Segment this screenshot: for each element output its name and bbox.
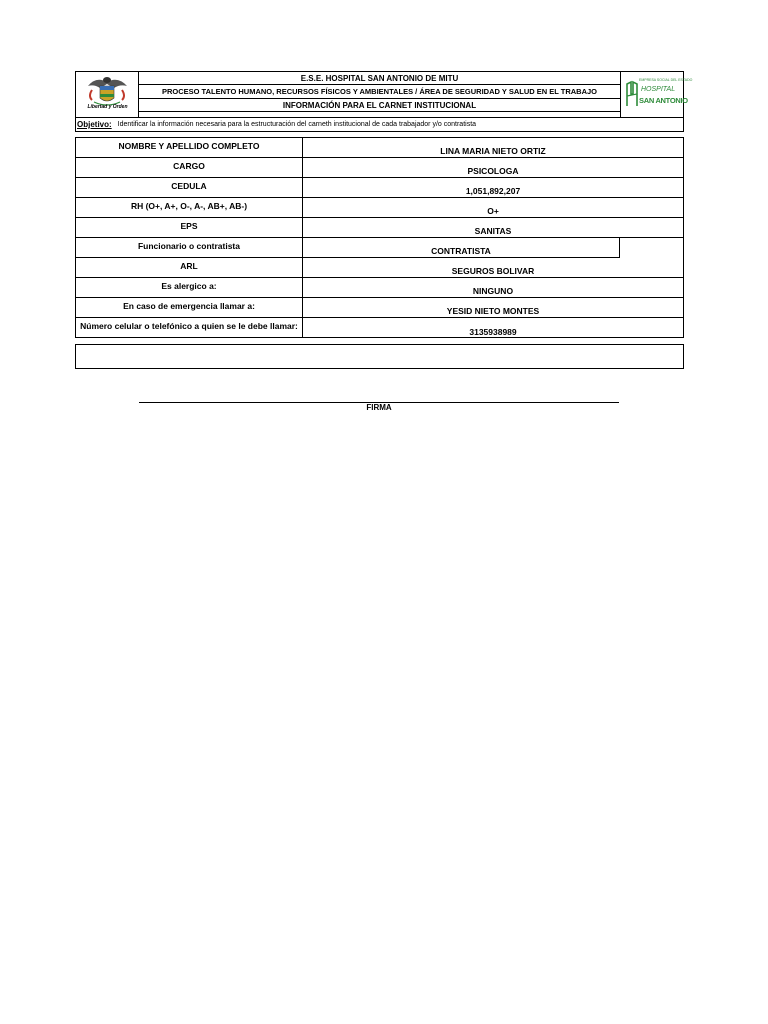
row-value: O+: [303, 198, 683, 218]
row-label: ARL: [76, 258, 303, 278]
row-label: CEDULA: [76, 178, 303, 198]
header-blank-row: [139, 112, 620, 117]
empty-notes-box: [75, 344, 684, 369]
objective-label: Objetivo:: [77, 120, 112, 129]
carnet-subtitle: INFORMACIÓN PARA EL CARNET INSTITUCIONAL: [139, 99, 620, 112]
row-label: NOMBRE Y APELLIDO COMPLETO: [76, 138, 303, 158]
objective-row: [75, 118, 684, 132]
row-value: LINA MARIA NIETO ORTIZ: [303, 138, 683, 158]
hospital-logo-icon: [625, 80, 639, 108]
coat-of-arms-logo: [76, 72, 139, 117]
process-title: PROCESO TALENTO HUMANO, RECURSOS FÍSICOS Y AMBIENTALES / ÁREA DE SEGURIDAD Y SALUD EN EL TRABAJO: [139, 85, 620, 99]
row-label: Funcionario o contratista: [76, 238, 303, 258]
row-label: CARGO: [76, 158, 303, 178]
row-label: EPS: [76, 218, 303, 238]
right-logo-top: EMPRESA SOCIAL DEL ESTADO: [639, 78, 693, 82]
row-value: CONTRATISTA: [303, 238, 619, 258]
row-value: NINGUNO: [303, 278, 683, 298]
hospital-title: E.S.E. HOSPITAL SAN ANTONIO DE MITU: [139, 72, 620, 85]
row-value: 1,051,892,207: [303, 178, 683, 198]
right-logo-mid: HOSPITAL: [641, 86, 676, 93]
hospital-logo: [620, 72, 693, 117]
objective-text: Identificar la información necesaria para la estructuración del carneth institucional de cada trabajador y/o contratista: [117, 121, 477, 128]
left-logo-caption: Libertad y Orden: [87, 104, 128, 110]
row-label: En caso de emergencia llamar a:: [76, 298, 303, 318]
row-value: YESID NIETO MONTES: [303, 298, 683, 318]
row-label: Es alergico a:: [76, 278, 303, 298]
right-logo-bottom: SAN ANTONIO: [639, 96, 688, 105]
coat-of-arms-icon: [76, 72, 139, 117]
row-value: PSICOLOGA: [303, 158, 683, 178]
funcionario-extra-divider: [619, 238, 620, 258]
row-label: Número celular o telefónico a quien se le debe llamar:: [76, 318, 303, 338]
row-value: 3135938989: [469, 327, 517, 337]
row-value: SANITAS: [303, 218, 683, 238]
row-label: RH (O+, A+, O-, A-, AB+, AB-): [76, 198, 303, 218]
signature-label: FIRMA: [366, 403, 392, 412]
row-value: SEGUROS BOLIVAR: [303, 258, 683, 278]
